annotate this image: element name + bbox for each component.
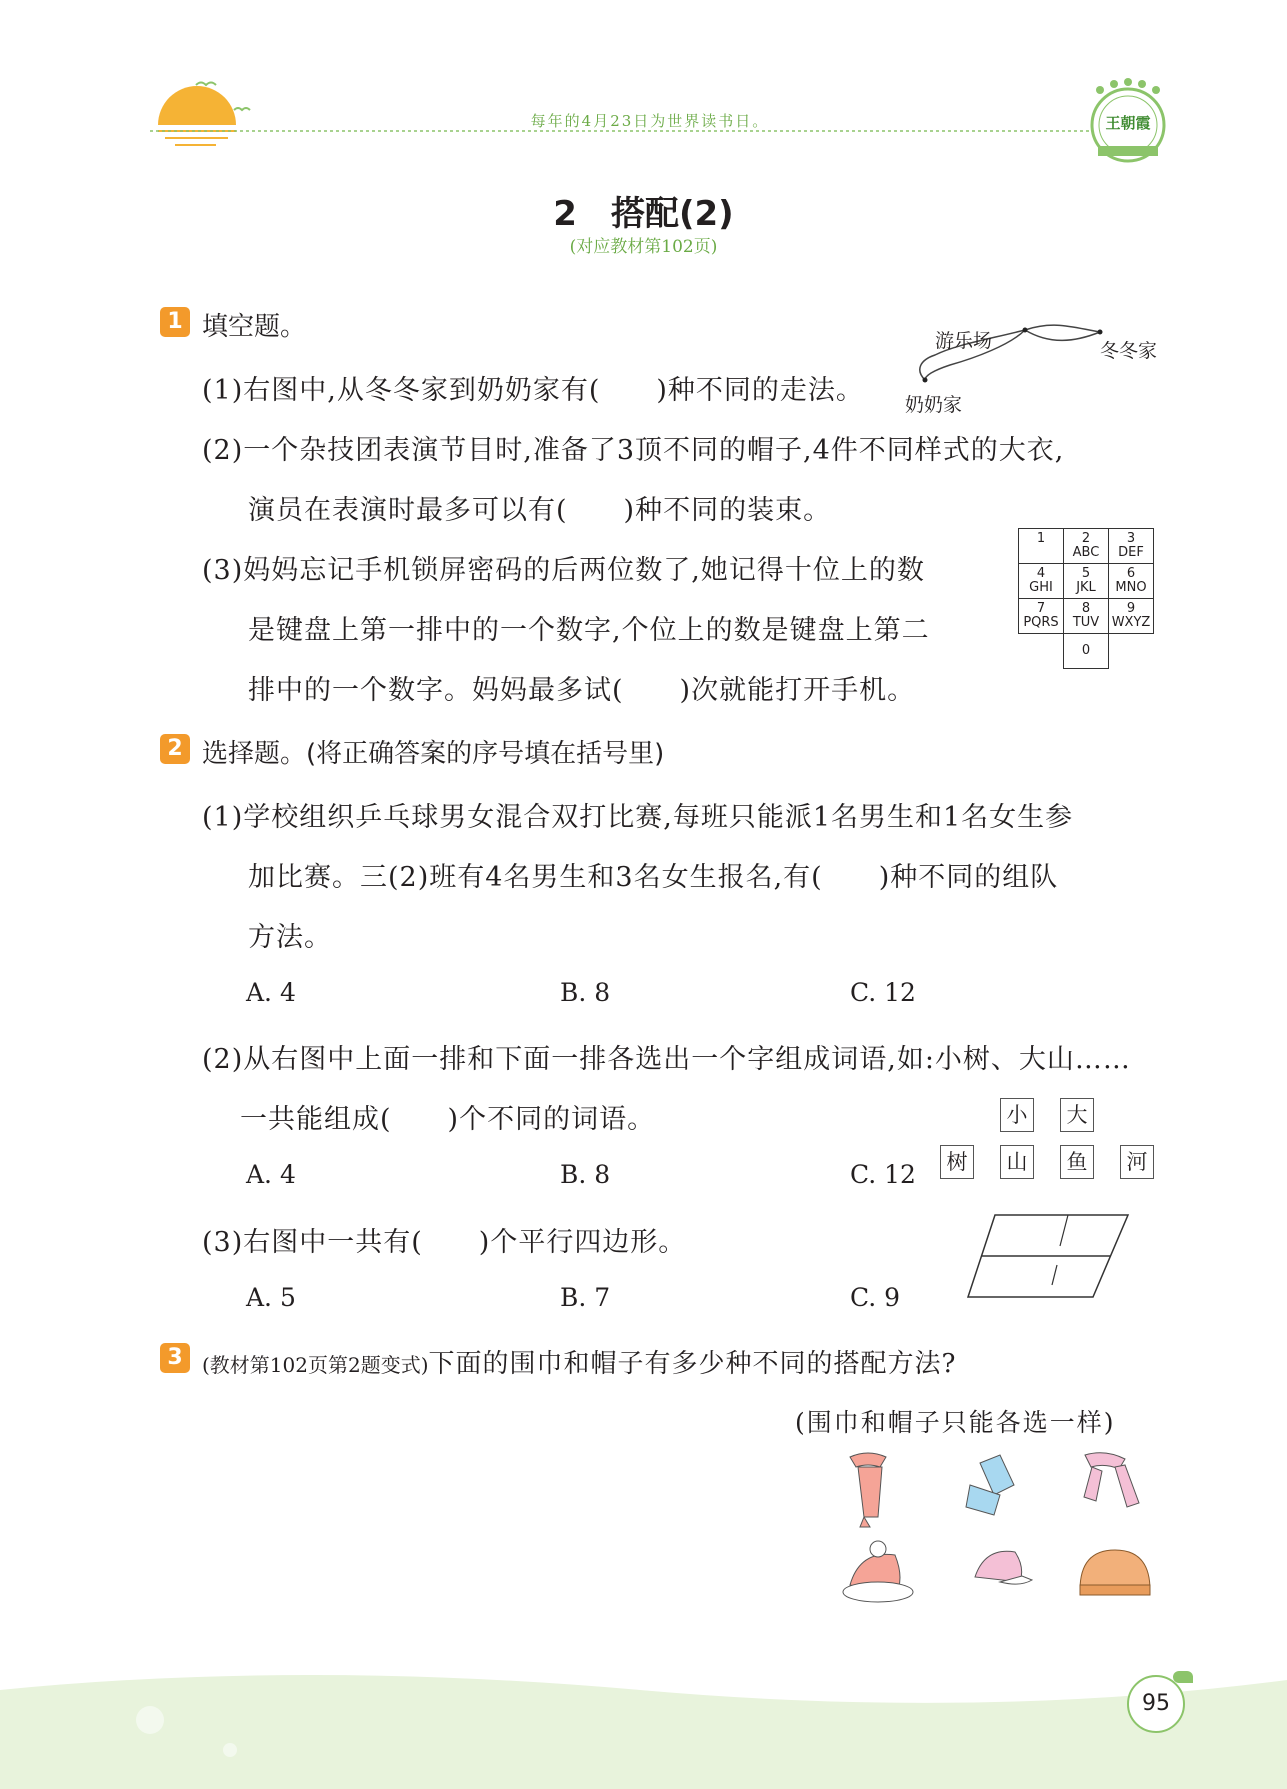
section-1-title: 填空题。: [202, 312, 307, 342]
char-box-bottom: 鱼: [1060, 1145, 1094, 1179]
section-3-prefix: (教材第102页第2题变式): [202, 1353, 429, 1377]
char-box-bottom: 树: [940, 1145, 974, 1179]
keypad-key: 3 DEF: [1108, 528, 1154, 564]
q2-2-line2: 一共能组成( )个不同的词语。: [240, 1104, 656, 1135]
q2-3-option-c: C. 9: [850, 1283, 901, 1312]
page-subtitle: (对应教材第102页): [569, 237, 718, 257]
q2-3-option-a: A. 5: [246, 1283, 296, 1312]
keypad-key: 6 MNO: [1108, 563, 1154, 599]
section-3-note: (围巾和帽子只能各选一样): [795, 1408, 1116, 1437]
header-decoration: [0, 0, 1287, 175]
q2-1-line2: 加比赛。三(2)班有4名男生和3名女生报名,有( )种不同的组队: [248, 862, 1059, 893]
q1-3-line2: 是键盘上第一排中的一个数字,个位上的数是键盘上第二: [248, 615, 930, 646]
q1-3-line1: (3)妈妈忘记手机锁屏密码的后两位数了,她记得十位上的数: [202, 555, 925, 586]
q1-3-line3: 排中的一个数字。妈妈最多试( )次就能打开手机。: [248, 675, 916, 706]
section-3-number: 3: [160, 1343, 190, 1373]
red-hat-icon: [843, 1541, 913, 1602]
q2-2-option-a: A. 4: [246, 1160, 296, 1189]
keypad-key: 7 PQRS: [1018, 598, 1064, 634]
char-box-top: 小: [1000, 1098, 1034, 1132]
keypad-key: 5 JKL: [1063, 563, 1109, 599]
q2-2-option-b: B. 8: [560, 1160, 611, 1189]
q2-3-line1: (3)右图中一共有( )个平行四边形。: [202, 1227, 687, 1258]
pink-cap-icon: [975, 1551, 1032, 1584]
blue-scarf-icon: [966, 1455, 1014, 1515]
brown-hat-icon: [1080, 1550, 1150, 1595]
q2-3-option-b: B. 7: [560, 1283, 611, 1312]
keypad-key: 1: [1018, 528, 1064, 564]
logo-text: 王朝霞: [1105, 114, 1151, 132]
scarves-hats-figure: [830, 1445, 1160, 1615]
section-1-number: 1: [160, 307, 190, 337]
bottom-background: [0, 1660, 1287, 1789]
q2-1-option-c: C. 12: [850, 978, 916, 1007]
q2-1-line3: 方法。: [248, 922, 332, 953]
header-slogan: 每年的4月23日为世界读书日。: [530, 112, 770, 130]
keypad-key: 2 ABC: [1063, 528, 1109, 564]
map-label-playground: 游乐场: [935, 330, 993, 352]
q1-2-line2: 演员在表演时最多可以有( )种不同的装束。: [248, 495, 832, 526]
sun-icon: [158, 86, 236, 145]
q2-1-option-a: A. 4: [246, 978, 296, 1007]
char-box-bottom: 山: [1000, 1145, 1034, 1179]
keypad-key: 0: [1063, 633, 1109, 669]
keypad-key: 8 TUV: [1063, 598, 1109, 634]
red-scarf-icon: [850, 1453, 886, 1527]
q2-1-option-b: B. 8: [560, 978, 611, 1007]
q2-1-line1: (1)学校组织乒乓球男女混合双打比赛,每班只能派1名男生和1名女生参: [202, 802, 1074, 833]
phone-keypad: [1018, 528, 1156, 674]
section-2-title: 选择题。(将正确答案的序号填在括号里): [202, 739, 665, 769]
q1-1-text: (1)右图中,从冬冬家到奶奶家有( )种不同的走法。: [202, 375, 864, 406]
section-2-number: 2: [160, 734, 190, 764]
char-box-bottom: 河: [1120, 1145, 1154, 1179]
parallelogram-figure: [960, 1210, 1135, 1300]
section-3-question: 下面的围巾和帽子有多少种不同的搭配方法?: [428, 1349, 957, 1379]
map-label-dongdong: 冬冬家: [1100, 340, 1158, 362]
page-number: 95: [1142, 1691, 1170, 1716]
map-label-grandma: 奶奶家: [905, 394, 963, 416]
keypad-key: 4 GHI: [1018, 563, 1064, 599]
section-3-text: [202, 1343, 956, 1380]
q2-2-option-c: C. 12: [850, 1160, 916, 1189]
q2-2-line1: (2)从右图中上面一排和下面一排各选出一个字组成词语,如:小树、大山……: [202, 1044, 1131, 1075]
q1-2-line1: (2)一个杂技团表演节目时,准备了3顶不同的帽子,4件不同样式的大衣,: [202, 435, 1065, 466]
page-title: 2 搭配(2): [553, 194, 734, 234]
page-number-badge: [1127, 1675, 1185, 1733]
keypad-key: 9 WXYZ: [1108, 598, 1154, 634]
pink-scarf-icon: [1084, 1453, 1139, 1507]
char-box-top: 大: [1060, 1098, 1094, 1132]
